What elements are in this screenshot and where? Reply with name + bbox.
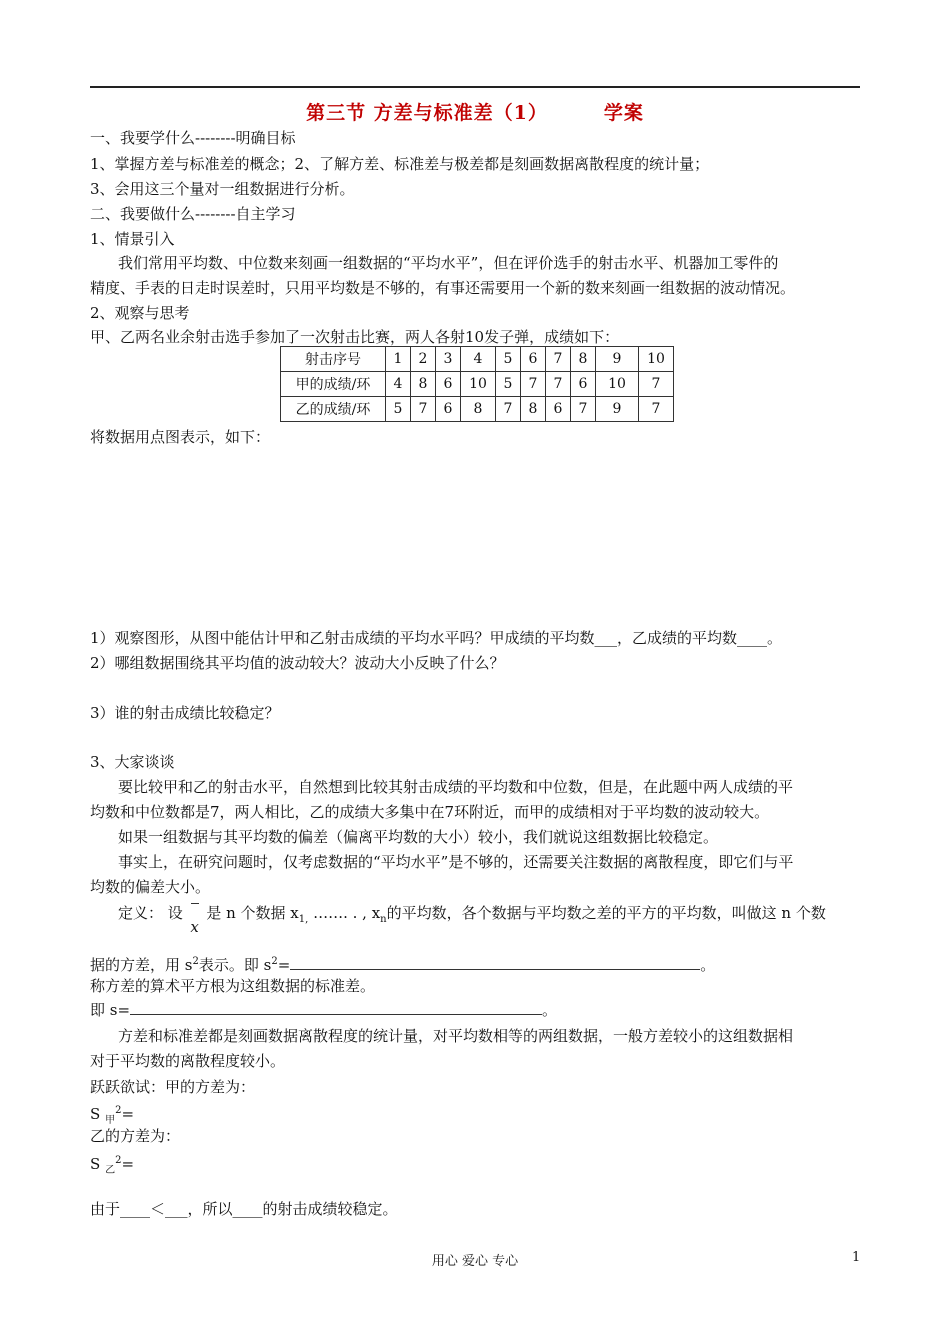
table-cell: 4	[386, 372, 411, 397]
table-cell: 7	[639, 372, 674, 397]
dot-plot-caption: 将数据用点图表示，如下：	[90, 428, 271, 446]
table-cell: 3	[436, 347, 461, 372]
yi-superscript: 2	[115, 1155, 122, 1166]
observe-text: 甲、乙两名业余射击选手参加了一次射击比赛，两人各射10发子弹，成绩如下：	[90, 328, 620, 346]
table-cell: 6	[436, 397, 461, 422]
yi-eq: =	[121, 1155, 135, 1173]
definition-subscript-n: n	[380, 914, 387, 925]
table-cell: 10	[639, 347, 674, 372]
table-cell: 7	[546, 347, 571, 372]
table-cell: 6	[521, 347, 546, 372]
intro-paragraph-1: 我们常用平均数、中位数来刻画一组数据的“平均水平”，但在评价选手的射击水平、机器加工零件的	[118, 254, 779, 272]
table-cell: 7	[496, 397, 521, 422]
discuss-paragraph-1a: 要比较甲和乙的射击水平，自然想到比较其射击成绩的平均数和中位数，但是，在此题中两人成绩的平	[118, 778, 794, 796]
table-row	[281, 372, 674, 397]
definition-mid: 是 n 个数据 x	[206, 904, 299, 922]
subheading-observe: 2、观察与思考	[90, 304, 190, 322]
variance-formula-blank[interactable]	[290, 955, 700, 970]
std-lead: 即 s=	[90, 1001, 131, 1019]
subheading-intro: 1、情景引入	[90, 230, 175, 248]
page-footer: 用心 爱心 专心	[431, 1254, 519, 1269]
table-cell: 6	[436, 372, 461, 397]
title-main: 第三节 方差与标准差（1）	[306, 102, 548, 124]
intro-paragraph-2: 精度、手表的日走时误差时，只用平均数是不够的，有事还需要用一个新的数来刻画一组数据的波动情况。	[90, 279, 796, 297]
table-cell: 射击序号	[281, 347, 386, 372]
variance-end: 。	[700, 956, 716, 974]
summary-paragraph-a: 方差和标准差都是刻画数据离散程度的统计量，对平均数相等的两组数据，一般方差较小的这组数据相	[118, 1027, 794, 1045]
table-cell: 7	[639, 397, 674, 422]
yi-variance-heading: 乙的方差为：	[90, 1127, 181, 1145]
top-rule	[90, 86, 860, 88]
summary-paragraph-b: 对于平均数的离散程度较小。	[90, 1052, 286, 1070]
section-heading-1: 一、我要学什么--------明确目标	[90, 129, 296, 147]
std-definition: 称方差的算术平方根为这组数据的标准差。	[90, 977, 376, 995]
title-suffix: 学案	[603, 102, 644, 124]
table-cell: 2	[411, 347, 436, 372]
table-cell: 乙的成绩/环	[281, 397, 386, 422]
yi-subscript: 乙	[105, 1165, 116, 1176]
variance-eq: =	[277, 956, 291, 974]
question-1: 1）观察图形，从图中能估计甲和乙射击成绩的平均水平吗？甲成绩的平均数___，乙成绩的平均数____。	[90, 629, 783, 647]
definition-subscript-1: 1,	[298, 914, 309, 925]
table-cell: 7	[411, 397, 436, 422]
table-cell: 7	[546, 372, 571, 397]
yi-s: S	[90, 1155, 101, 1173]
discuss-paragraph-1b: 均数和中位数都是7，两人相比，乙的成绩大多集中在7环附近，而甲的成绩相对于平均数的波动较大。	[90, 803, 770, 821]
jia-superscript: 2	[115, 1105, 122, 1116]
try-it-heading: 跃跃欲试：甲的方差为：	[90, 1078, 256, 1096]
discuss-paragraph-3b: 均数的偏差大小。	[90, 878, 211, 896]
table-cell: 1	[386, 347, 411, 372]
variance-superscript-2: 2	[271, 956, 278, 967]
std-end: 。	[542, 1001, 558, 1019]
std-formula-blank[interactable]	[130, 1000, 542, 1015]
table-cell: 8	[411, 372, 436, 397]
table-cell: 9	[596, 347, 639, 372]
table-cell: 5	[496, 347, 521, 372]
table-cell: 6	[571, 372, 596, 397]
table-cell: 8	[461, 397, 496, 422]
discuss-paragraph-3a: 事实上，在研究问题时，仅考虑数据的“平均水平”是不够的，还需要关注数据的离散程度，即它们与平	[118, 853, 794, 871]
table-cell: 5	[496, 372, 521, 397]
variance-superscript: 2	[192, 956, 199, 967]
section-heading-2: 二、我要做什么--------自主学习	[90, 205, 296, 223]
table-cell: 10	[461, 372, 496, 397]
page-title	[0, 98, 950, 125]
table-row	[281, 397, 674, 422]
table-cell: 8	[571, 347, 596, 372]
goal-line-2: 3、会用这三个量对一组数据进行分析。	[90, 180, 355, 198]
page-number: 1	[852, 1250, 861, 1265]
table-cell: 8	[521, 397, 546, 422]
table-cell: 7	[571, 397, 596, 422]
variance-line	[90, 952, 715, 975]
question-2: 2）哪组数据围绕其平均值的波动较大？波动大小反映了什么？	[90, 654, 505, 672]
question-3: 3）谁的射击成绩比较稳定？	[90, 704, 280, 722]
goal-line-1: 1、掌握方差与标准差的概念；2、了解方差、标准差与极差都是刻画数据离散程度的统计量；	[90, 155, 710, 173]
conclusion-line: 由于____＜___，所以____的射击成绩较稳定。	[90, 1200, 398, 1218]
table-cell: 甲的成绩/环	[281, 372, 386, 397]
definition-dots: ……. . , x	[308, 904, 381, 922]
definition-tail: 的平均数，各个数据与平均数之差的平方的平均数，叫做这 n 个数	[386, 904, 826, 922]
table-cell: 5	[386, 397, 411, 422]
definition-line	[118, 903, 826, 936]
definition-lead: 定义： 设	[118, 904, 183, 922]
std-line	[90, 1000, 557, 1020]
x-bar-symbol: x	[188, 903, 202, 923]
yi-variance-line	[90, 1151, 134, 1181]
table-cell: 9	[596, 397, 639, 422]
scores-table	[280, 346, 674, 422]
variance-lead: 据的方差，用 s	[90, 956, 193, 974]
jia-eq: =	[121, 1105, 135, 1123]
table-cell: 7	[521, 372, 546, 397]
table-cell: 4	[461, 347, 496, 372]
variance-mid: 表示。即 s	[198, 956, 272, 974]
discuss-paragraph-2: 如果一组数据与其平均数的偏差（偏离平均数的大小）较小，我们就说这组数据比较稳定。	[118, 828, 719, 846]
table-row	[281, 347, 674, 372]
table-cell: 6	[546, 397, 571, 422]
table-cell: 10	[596, 372, 639, 397]
subheading-discuss: 3、大家谈谈	[90, 753, 175, 771]
jia-s: S	[90, 1105, 101, 1123]
jia-subscript: 甲	[105, 1115, 116, 1126]
